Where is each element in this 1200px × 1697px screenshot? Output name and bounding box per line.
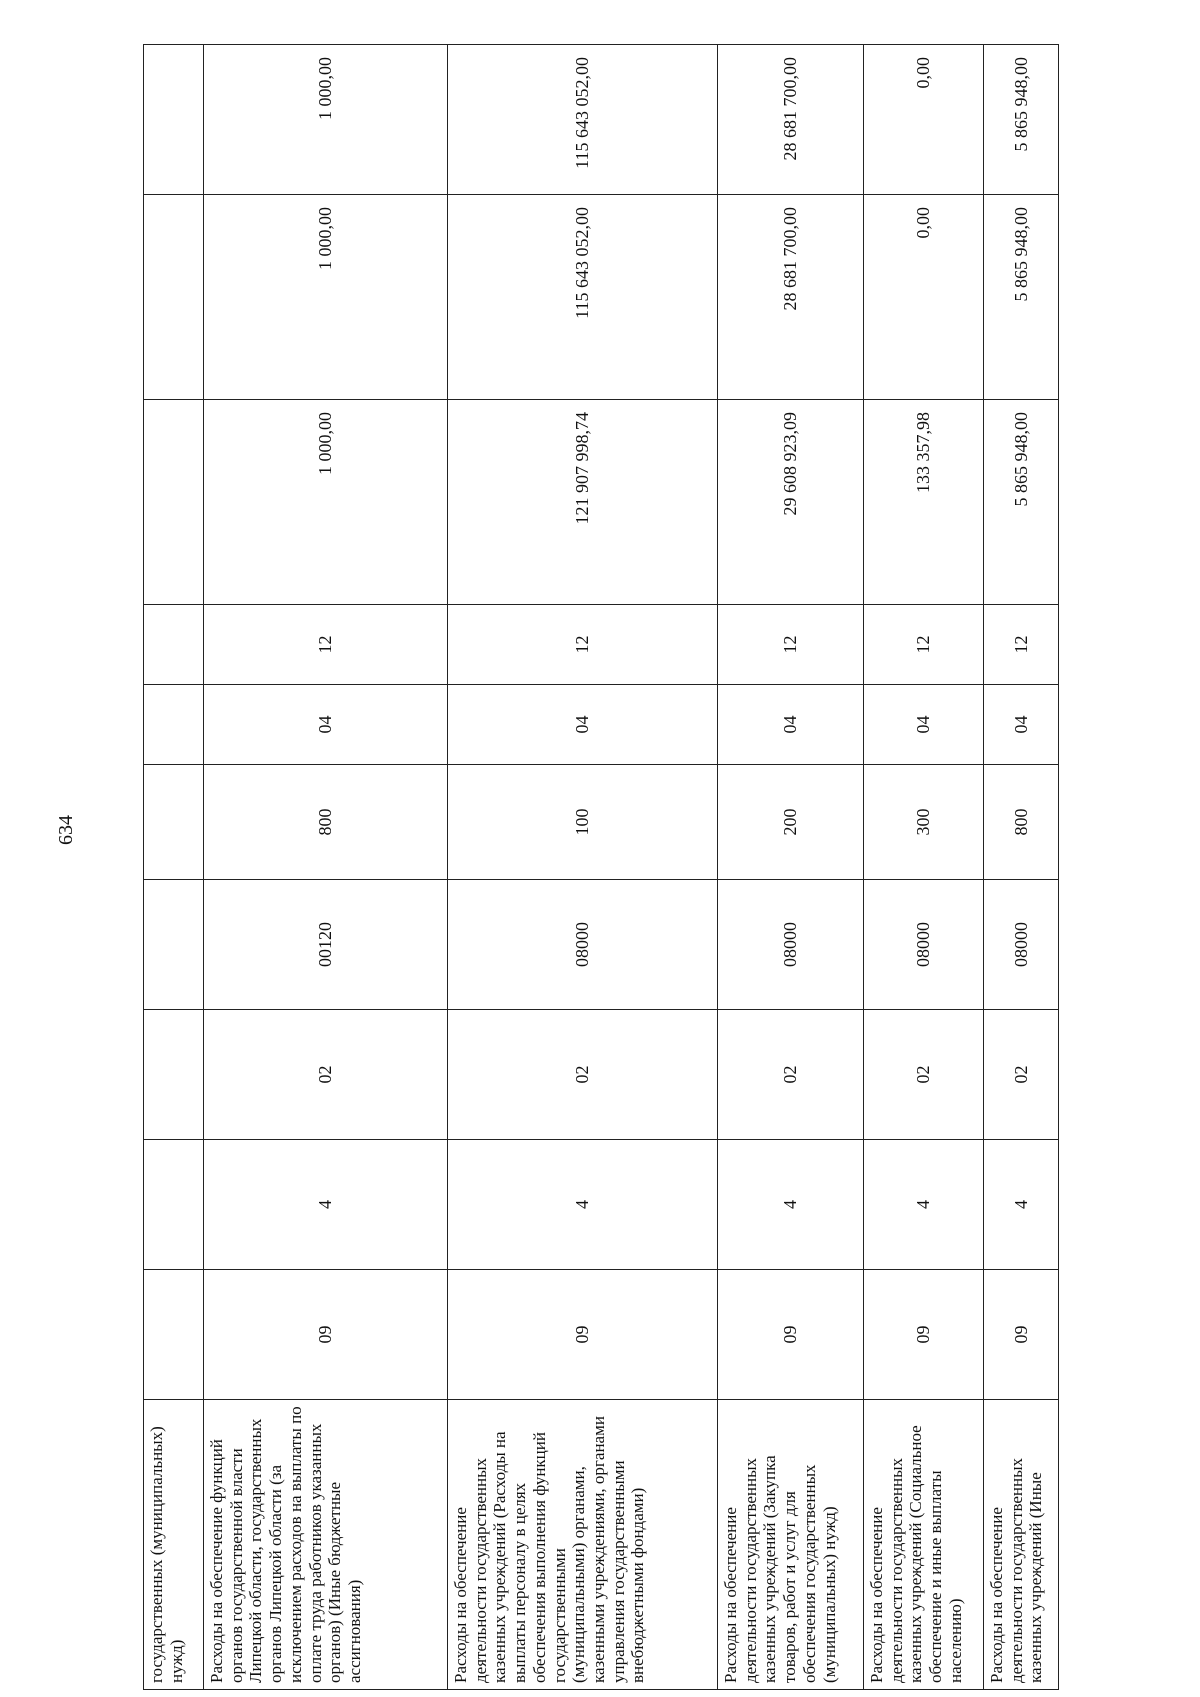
cell-c7: 12 — [864, 605, 984, 685]
cell-sum-2 — [144, 195, 204, 400]
cell-vr — [144, 765, 204, 880]
row-description: Расходы на обеспечение функций органов государственной власти Липецкой области, государственных органов Липецкой области (за исключением расходов на выплаты по оплате труда работников указанных органов) (Иные бюджетные ассигнования) — [204, 1400, 448, 1690]
cell-c6: 04 — [984, 685, 1059, 765]
cell-sum-1: 133 357,98 — [864, 400, 984, 605]
table-row — [144, 45, 204, 1690]
cell-c6: 04 — [864, 685, 984, 765]
cell-vr: 100 — [448, 765, 718, 880]
cell-vr: 200 — [718, 765, 864, 880]
cell-pr — [144, 1010, 204, 1140]
cell-rz: 4 — [864, 1140, 984, 1270]
cell-glava — [144, 1270, 204, 1400]
cell-pr: 02 — [984, 1010, 1059, 1140]
cell-sum-1: 29 608 923,09 — [718, 400, 864, 605]
cell-c7: 12 — [984, 605, 1059, 685]
cell-sum-3: 115 643 052,00 — [448, 45, 718, 195]
rotated-table-container — [143, 45, 1058, 1690]
row-description: Расходы на обеспечение деятельности государственных казенных учреждений (Закупка товаров, работ и услуг для обеспечения государственных (муниципальных) нужд) — [718, 1400, 864, 1690]
cell-pr: 02 — [718, 1010, 864, 1140]
cell-csr: 08000 — [448, 880, 718, 1010]
cell-rz: 4 — [448, 1140, 718, 1270]
table-row — [864, 45, 984, 1690]
cell-pr: 02 — [448, 1010, 718, 1140]
cell-sum-3 — [144, 45, 204, 195]
cell-glava: 09 — [448, 1270, 718, 1400]
cell-sum-3: 5 865 948,00 — [984, 45, 1059, 195]
cell-rz — [144, 1140, 204, 1270]
cell-rz: 4 — [984, 1140, 1059, 1270]
cell-c6: 04 — [448, 685, 718, 765]
row-description: Расходы на обеспечение деятельности государственных казенных учреждений (Иные — [984, 1400, 1059, 1690]
cell-c7: 12 — [204, 605, 448, 685]
table-row — [204, 45, 448, 1690]
cell-csr — [144, 880, 204, 1010]
cell-glava: 09 — [204, 1270, 448, 1400]
page-number: 634 — [55, 815, 77, 845]
cell-c6: 04 — [204, 685, 448, 765]
cell-c7: 12 — [718, 605, 864, 685]
cell-sum-3: 28 681 700,00 — [718, 45, 864, 195]
cell-glava: 09 — [984, 1270, 1059, 1400]
cell-c7: 12 — [448, 605, 718, 685]
cell-csr: 08000 — [718, 880, 864, 1010]
cell-sum-2: 0,00 — [864, 195, 984, 400]
cell-csr: 08000 — [864, 880, 984, 1010]
cell-rz: 4 — [204, 1140, 448, 1270]
cell-sum-1: 121 907 998,74 — [448, 400, 718, 605]
cell-sum-2: 115 643 052,00 — [448, 195, 718, 400]
cell-csr: 00120 — [204, 880, 448, 1010]
cell-pr: 02 — [864, 1010, 984, 1140]
cell-sum-1: 5 865 948,00 — [984, 400, 1059, 605]
cell-glava: 09 — [718, 1270, 864, 1400]
cell-rz: 4 — [718, 1140, 864, 1270]
cell-c6 — [144, 685, 204, 765]
cell-c6: 04 — [718, 685, 864, 765]
cell-sum-3: 1 000,00 — [204, 45, 448, 195]
cell-sum-1: 1 000,00 — [204, 400, 448, 605]
cell-vr: 800 — [984, 765, 1059, 880]
cell-c7 — [144, 605, 204, 685]
cell-sum-2: 5 865 948,00 — [984, 195, 1059, 400]
cell-sum-2: 1 000,00 — [204, 195, 448, 400]
cell-pr: 02 — [204, 1010, 448, 1140]
row-description: государственных (муниципальных) нужд) — [144, 1400, 204, 1690]
cell-vr: 300 — [864, 765, 984, 880]
table-row — [984, 45, 1059, 1690]
cell-sum-2: 28 681 700,00 — [718, 195, 864, 400]
cell-vr: 800 — [204, 765, 448, 880]
table-row — [448, 45, 718, 1690]
budget-table — [143, 44, 1059, 1690]
row-description: Расходы на обеспечение деятельности государственных казенных учреждений (Расходы на выплаты персоналу в целях обеспечения выполнения функций государственными (муниципальными) органами, казенными учреждениями, органами управления государственными внебюджетными фондами) — [448, 1400, 718, 1690]
cell-sum-3: 0,00 — [864, 45, 984, 195]
table-row — [718, 45, 864, 1690]
row-description: Расходы на обеспечение деятельности государственных казенных учреждений (Социальное обеспечение и иные выплаты населению) — [864, 1400, 984, 1690]
cell-csr: 08000 — [984, 880, 1059, 1010]
cell-glava: 09 — [864, 1270, 984, 1400]
cell-sum-1 — [144, 400, 204, 605]
